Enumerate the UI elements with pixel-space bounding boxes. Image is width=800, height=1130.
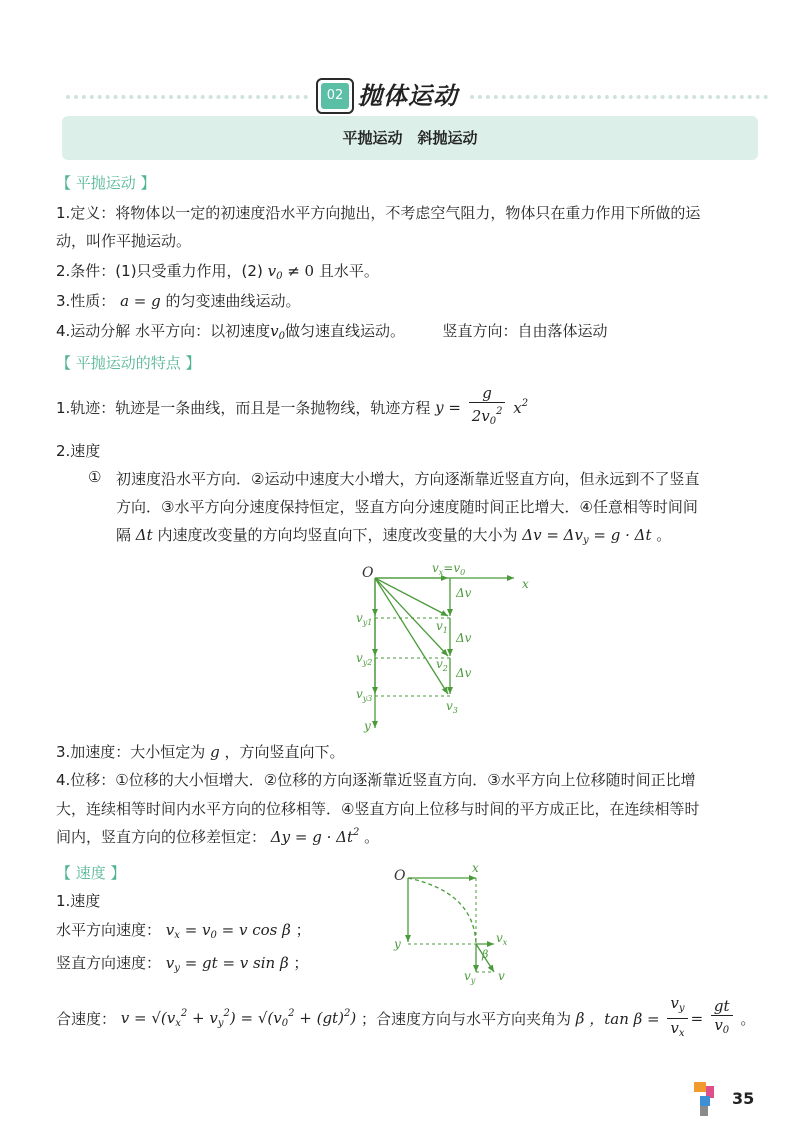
nature-suffix: 的匀变速曲线运动。 (165, 292, 301, 310)
fig1-v1-label (436, 619, 448, 635)
fig1-vy2-sub: y2 (362, 658, 373, 667)
trajectory-fraction (469, 384, 506, 431)
total-eq-2: ) = √(v (229, 1009, 282, 1027)
condition-line (56, 260, 379, 282)
section-heading-speed: 【 速度 】 (56, 864, 126, 882)
horizontal-speed-eq (166, 921, 291, 939)
total-speed-end: 。 (740, 1010, 756, 1028)
displacement-line-1: 4.位移：①位移的大小恒增大．②位移的方向逐渐靠近竖直方向．③水平方向上位移随时间正比增 (56, 771, 696, 789)
velocity-eq-sub: y (582, 535, 589, 546)
tan-num-sub: y (678, 1003, 685, 1014)
decomp-v: v (270, 322, 279, 340)
total-eq-y: y (217, 1018, 224, 1029)
fig1-v1-sub: 1 (442, 626, 448, 635)
trajectory-var (513, 399, 528, 417)
condition-rest: ≠ 0 (282, 262, 315, 280)
vertical-rest: = gt = v sin β (179, 954, 289, 972)
nature-line (56, 290, 301, 311)
chapter-badge (316, 78, 354, 114)
fig1-vy3-v: v (356, 687, 363, 701)
total-speed-prefix: 合速度： (56, 1010, 117, 1028)
v2-arrow (375, 578, 448, 656)
section-banner: 平抛运动 斜抛运动 (62, 116, 758, 160)
trajectory-den (469, 403, 506, 431)
nature-prefix: 3.性质： (56, 292, 116, 310)
tan-fraction-1 (667, 994, 687, 1043)
logo-block-blue (700, 1096, 710, 1106)
logo-block-orange (694, 1082, 706, 1092)
displacement-line3-end: 。 (364, 828, 380, 846)
velocity-diagram (340, 560, 540, 735)
fig1-v1-v: v (436, 619, 443, 633)
decomposition-line (56, 320, 608, 342)
horizontal-rest: = v cos β (216, 921, 291, 939)
header-dots-left (66, 95, 308, 99)
condition-math (268, 262, 315, 280)
fig1-v3-v: v (446, 699, 453, 713)
velocity-line-1: 初速度沿水平方向．②运动中速度大小增大，方向逐渐靠近竖直方向，但永远到不了竖直 (116, 470, 700, 488)
header-dots-right (470, 95, 768, 99)
acceleration-g: g (210, 743, 220, 761)
tan-num-1 (667, 994, 687, 1019)
speed-title: 1.速度 (56, 892, 101, 910)
velocity-title: 2.速度 (56, 442, 101, 460)
total-eq-gt: + (gt) (294, 1009, 344, 1027)
vertical-speed-prefix: 竖直方向速度： (56, 954, 162, 972)
velocity-dt: Δt (135, 526, 153, 544)
total-eq-sq3: 2 (288, 1008, 295, 1019)
fig1-vx-label (432, 561, 465, 577)
tan-den-sub: x (678, 1028, 685, 1039)
horizontal-v: v (165, 921, 175, 939)
tan-prefix: ，tan β = (589, 1010, 660, 1028)
chapter-number: 02 (321, 83, 349, 109)
tan-den2-sub: 0 (722, 1025, 730, 1036)
vertical-speed-line (56, 952, 308, 974)
velocity-eq-left: Δv = Δv (522, 526, 583, 544)
velocity-line-3 (116, 524, 671, 546)
velocity-item-marker: ① (88, 468, 102, 486)
decomp-sub: 0 (278, 331, 285, 342)
v1-arrow (375, 578, 448, 616)
tan-den2-v: v (714, 1016, 723, 1034)
displacement-line-2: 大，连续相等时间内水平方向的位移相等．④竖直方向上位移与时间的平方成正比，在连续相等时 (56, 800, 700, 818)
fig2-vy-sub: y (470, 976, 476, 985)
fig1-vy1-label (356, 611, 372, 627)
speed-diagram (390, 862, 520, 992)
nature-math: a = g (120, 292, 161, 310)
displacement-line3-prefix: 间内，竖直方向的位移差恒定： (56, 828, 267, 846)
fig2-vy-v: v (464, 969, 471, 983)
total-eq-sq1: 2 (180, 1008, 188, 1019)
velocity-eq (522, 526, 651, 544)
fig1-v3-sub: 3 (452, 706, 458, 715)
velocity-line3-end: 。 (656, 526, 672, 544)
total-eq-0: 0 (281, 1018, 289, 1029)
fig1-vy2-v: v (356, 651, 363, 665)
logo-block-gray (700, 1106, 708, 1116)
total-speed-line: 合速度： $v = √(v_x^2 + v_y^2) = √(v_0^2 + (gt)^2)$ ；合速度方向与水平方向夹角为 β ，tan β = $\frac{v_y}{v_x}$ = $\frac{gt}{v_0}$ 。 (56, 994, 755, 1043)
velocity-line3-mid: 内速度改变量的方向均竖直向下，速度改变量的大小为 (157, 526, 518, 544)
tan-num-v: v (670, 994, 679, 1012)
angle-beta: β (575, 1009, 585, 1028)
acceleration-suffix: ，方向竖直向下。 (224, 743, 345, 761)
fig1-x-label: x (522, 577, 529, 591)
fig1-origin: O (362, 565, 374, 581)
definition-line-2: 动，叫作平抛运动。 (56, 232, 192, 250)
condition-prefix: 2.条件：(1)只受重力作用，(2) (56, 262, 263, 280)
fig1-dv-label-2: Δv (456, 631, 472, 645)
horizontal-speed-prefix: 水平方向速度： (56, 921, 162, 939)
trajectory-num: g (469, 384, 506, 403)
fig1-v2-sub: 2 (442, 664, 448, 673)
trajectory-x: x (513, 399, 522, 417)
displacement-eq-body: Δy = g · Δt (270, 828, 353, 846)
fig1-vy3-sub: y3 (362, 694, 373, 703)
trajectory-line (56, 384, 528, 431)
decomp-vertical: 竖直方向：自由落体运动 (442, 322, 608, 340)
tan-fraction-2 (711, 997, 733, 1040)
tan-den-2 (711, 1016, 733, 1040)
trajectory-den-sup: 2 (496, 406, 503, 417)
section-heading-features: 【 平抛运动的特点 】 (56, 354, 201, 372)
horizontal-v-sub: x (174, 930, 180, 941)
vertical-v-sub: y (174, 963, 180, 974)
fig1-dv-label-1: Δv (456, 586, 472, 600)
publisher-logo (690, 1080, 728, 1120)
fig1-vx-v: v (432, 561, 439, 575)
horizontal-end: ； (295, 921, 311, 939)
fig1-vx-sub: x (438, 568, 444, 577)
horizontal-speed-line (56, 919, 311, 941)
section-heading-projectile: 【 平抛运动 】 (56, 174, 156, 192)
fig2-v-label: v (498, 969, 505, 983)
condition-v: v (267, 262, 277, 280)
fig2-vy-label (464, 969, 476, 985)
condition-sub: 0 (276, 271, 283, 282)
displacement-eq (271, 828, 360, 846)
page-number: 35 (732, 1089, 755, 1108)
fig1-v2-label (436, 657, 448, 673)
fig2-vx-v: v (496, 931, 503, 945)
trajectory-x-sup: 2 (521, 398, 529, 409)
fig2-y-label: y (394, 937, 401, 951)
trajectory-den-coef: 2v (471, 407, 490, 425)
angle-text: ；合速度方向与水平方向夹角为 (360, 1010, 571, 1028)
total-eq-close: ) (350, 1009, 357, 1027)
decomp-middle: 做匀速直线运动。 (284, 322, 405, 340)
fig1-vx-eq-sub: 0 (460, 568, 466, 577)
horizontal-eq-sub: 0 (210, 930, 217, 941)
fig2-trajectory (408, 878, 476, 944)
velocity-line3-prefix: 隔 (116, 526, 132, 544)
fig1-vx-eq: =v (443, 561, 461, 575)
velocity-line-2: 方向．③水平方向分速度保持恒定，竖直方向分速度随时间正比增大．④任意相等时间间 (116, 498, 698, 516)
tan-num-2: gt (711, 997, 733, 1016)
acceleration-prefix: 3.加速度：大小恒定为 (56, 743, 206, 761)
decomp-prefix: 4.运动分解 水平方向：以初速度 (56, 322, 271, 340)
fig1-dv-label-3: Δv (456, 666, 472, 680)
velocity-eq-rest: = g · Δt (588, 526, 652, 544)
displacement-line-3 (56, 826, 379, 847)
total-speed-eq (121, 1009, 356, 1027)
total-eq-plus: + v (187, 1009, 218, 1027)
condition-suffix: 且水平。 (318, 262, 379, 280)
fig2-x-label: x (472, 862, 479, 875)
tan-den-1 (667, 1019, 687, 1043)
vertical-end: ； (293, 954, 309, 972)
horizontal-eq: = v (179, 921, 211, 939)
chapter-title: 抛体运动 (358, 81, 458, 110)
acceleration-line (56, 741, 345, 762)
trajectory-eq-left: y = (435, 398, 461, 417)
trajectory-den-sub: 0 (489, 416, 497, 427)
fig1-y-label: y (364, 719, 371, 733)
fig2-beta-label: β (482, 948, 489, 961)
fig2-vx-sub: x (502, 938, 508, 947)
total-eq-1: v = √(v (120, 1009, 176, 1027)
fig1-vy2-label (356, 651, 372, 667)
total-eq-sq4: 2 (343, 1008, 351, 1019)
tan-den-v: v (670, 1019, 679, 1037)
vertical-speed-eq (166, 954, 289, 972)
fig1-vy1-v: v (356, 611, 363, 625)
fig1-v2-v: v (436, 657, 443, 671)
total-eq-x: x (175, 1018, 181, 1029)
total-eq-sq2: 2 (223, 1008, 230, 1019)
v3-arrow (375, 578, 448, 694)
fig2-vx-label (496, 931, 508, 947)
trajectory-prefix: 1.轨迹：轨迹是一条曲线，而且是一条抛物线，轨迹方程 (56, 399, 431, 417)
fig1-vy1-sub: y1 (362, 618, 373, 627)
fig1-v3-label (446, 699, 458, 715)
fig2-origin: O (394, 868, 406, 884)
fig1-vy3-label (356, 687, 372, 703)
displacement-eq-sup: 2 (352, 827, 360, 838)
vertical-v: v (165, 954, 175, 972)
definition-line-1: 1.定义：将物体以一定的初速度沿水平方向抛出，不考虑空气阻力，物体只在重力作用下所做的运 (56, 204, 701, 222)
